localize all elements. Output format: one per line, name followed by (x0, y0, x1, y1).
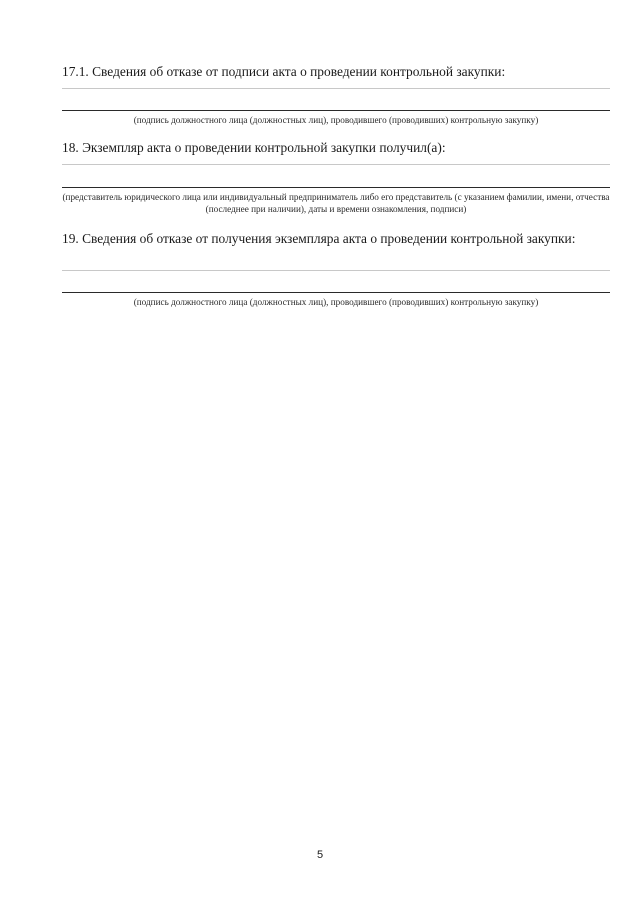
section-18-signature-caption: (представитель юридического лица или индивидуальный предприниматель либо его представитель (с указанием фамилии, имени, отчества (последнее при наличии), даты и времени ознакомления, подписи) (62, 192, 610, 214)
section-17-1-entry-line (62, 88, 610, 89)
section-18-signature-line (62, 187, 610, 188)
page-number: 5 (316, 849, 324, 861)
section-19-heading: 19. Сведения об отказе от получения экземпляра акта о проведении контрольной закупки: (62, 231, 576, 246)
section-17-1-signature-caption: (подпись должностного лица (должностных лиц), проводившего (проводивших) контрольную закупку) (133, 115, 539, 125)
section-19-signature-caption: (подпись должностного лица (должностных лиц), проводившего (проводивших) контрольную закупку) (133, 297, 539, 307)
section-17-1-signature-line (62, 110, 610, 111)
section-18-entry-line (62, 164, 610, 165)
section-17-1-heading: 17.1. Сведения об отказе от подписи акта о проведении контрольной закупки: (62, 64, 506, 79)
section-18-heading: 18. Экземпляр акта о проведении контрольной закупки получил(а): (62, 140, 446, 155)
section-19-entry-line (62, 270, 610, 271)
section-19-signature-line (62, 292, 610, 293)
